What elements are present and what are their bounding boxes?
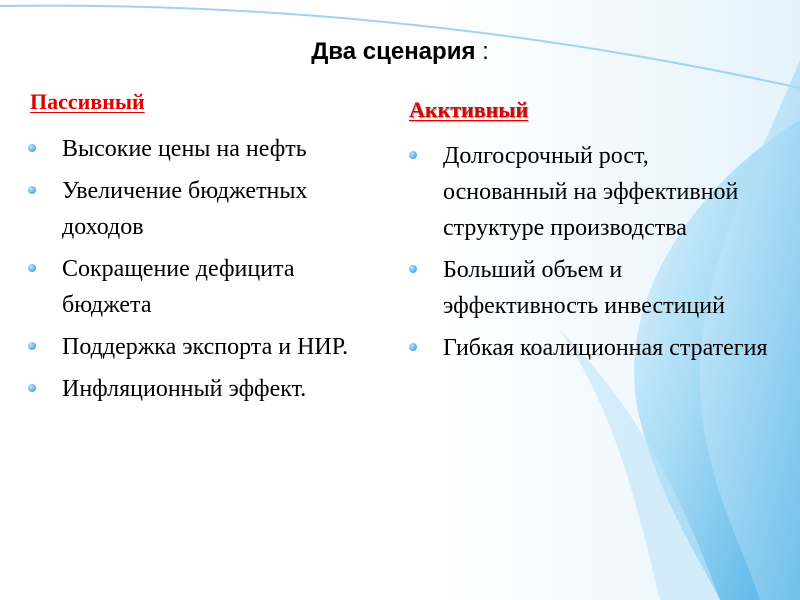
list-item-text: Высокие цены на нефть [62,136,307,162]
active-scenario-list [409,138,779,372]
slide-title-text: Два сценария [311,38,476,65]
list-item-text: Гибкая коалиционная стратегия [443,335,768,361]
list-item [28,173,378,245]
blue-dot-bullet-icon [28,186,36,194]
blue-dot-bullet-icon [409,343,417,351]
list-item-text: Инфляционный эффект. [62,376,307,402]
list-item [28,131,378,167]
list-item-text: Долгосрочный рост, основанный на эффективной структуре производства [443,143,739,241]
blue-dot-bullet-icon [28,264,36,272]
list-item [28,329,378,365]
list-item [409,138,779,246]
blue-dot-bullet-icon [409,265,417,273]
list-item [28,251,378,323]
slide-title [0,38,800,66]
list-item [28,371,378,407]
list-item-text: Поддержка экспорта и НИР. [62,334,349,360]
blue-dot-bullet-icon [28,144,36,152]
active-scenario-heading: Акктивный [409,97,529,122]
list-item [409,252,779,324]
blue-dot-bullet-icon [28,384,36,392]
list-item-text: Сокращение дефицита бюджета [62,256,295,318]
slide-title-colon: : [475,38,489,65]
blue-dot-bullet-icon [409,151,417,159]
list-item [409,330,779,366]
passive-scenario-list [28,131,378,413]
list-item-text: Увеличение бюджетных доходов [62,178,308,240]
passive-scenario-heading: Пассивный [30,89,145,114]
list-item-text: Больший объем и эффективность инвестиций [443,257,725,319]
blue-dot-bullet-icon [28,342,36,350]
